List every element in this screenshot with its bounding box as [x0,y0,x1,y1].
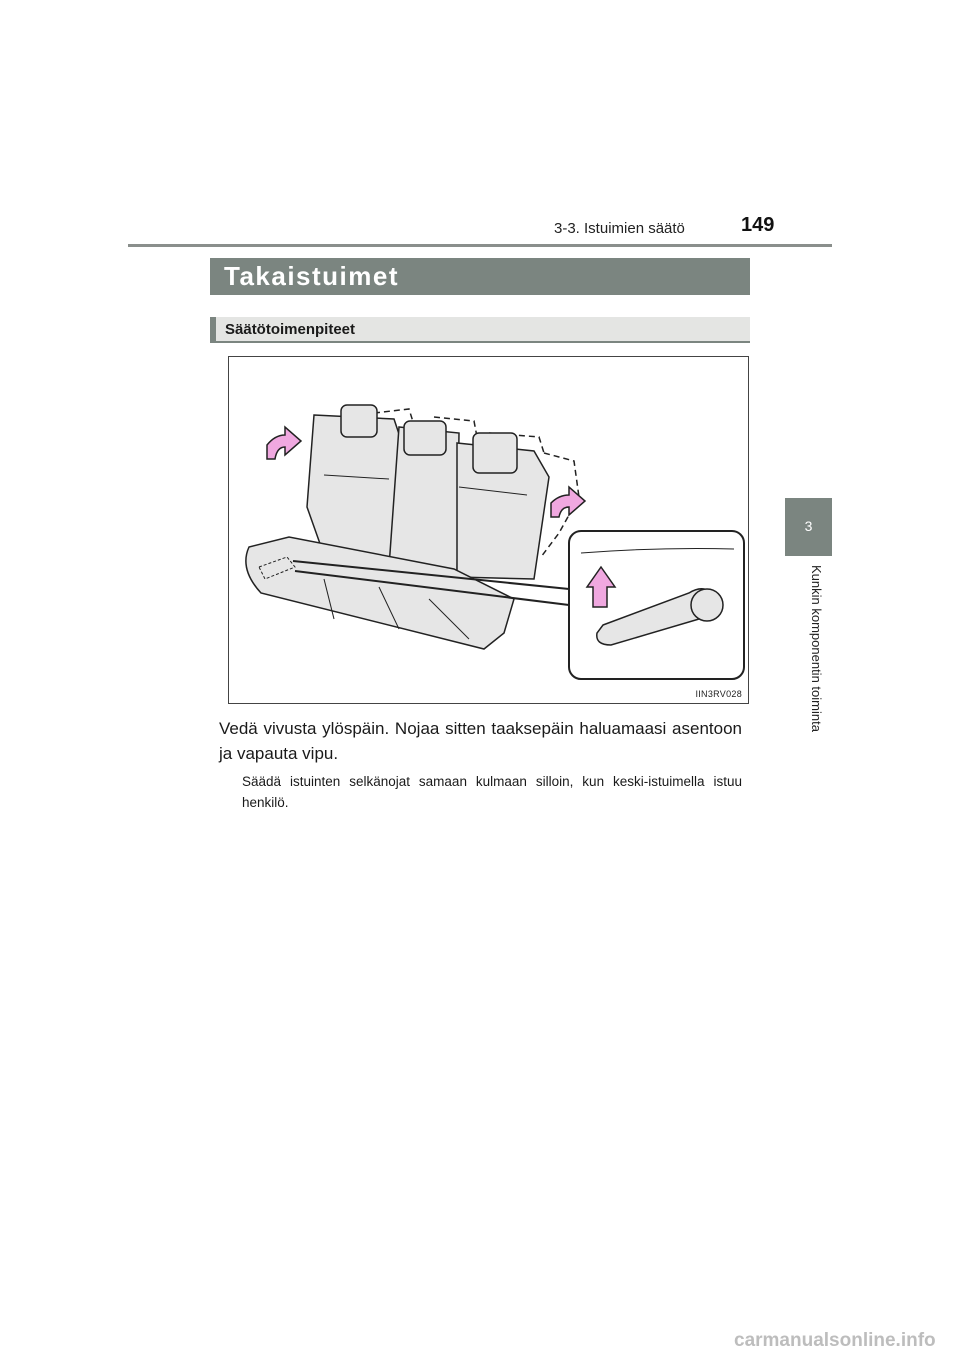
note-text: Säädä istuinten selkänojat samaan kulmaan silloin, kun keski-istuimella istuu henkilö. [242,774,742,810]
site-watermark [724,1318,960,1358]
rear-seat-drawing [229,357,749,704]
chapter-number: 3 [804,518,813,534]
instruction-text: Vedä vivusta ylöspäin. Nojaa sitten taaksepäin haluamaasi asentoon ja vapauta vipu. [219,719,742,763]
subsection-title: Säätötoimenpiteet [210,317,750,343]
page-number: 149 [741,214,775,236]
watermark-logo [724,1318,960,1358]
rear-seat-illustration [228,356,749,704]
chapter-tab [785,498,832,556]
headrest-right [473,433,517,473]
recline-arrow-right-icon [551,487,585,517]
running-head: 3-3. Istuimien säätö [554,220,685,237]
recline-arrow-left-icon [267,427,301,459]
lever-pivot [691,589,723,621]
header-rule [128,244,832,247]
section-title: Takaistuimet [210,258,750,295]
svg-text:carmanualsonline.info: carmanualsonline.info [734,1330,936,1351]
headrest-left [341,405,377,437]
figure-code: IIN3RV028 [695,689,742,699]
chapter-title: Kunkin komponentin toiminta [809,565,824,732]
headrest-center [404,421,446,455]
